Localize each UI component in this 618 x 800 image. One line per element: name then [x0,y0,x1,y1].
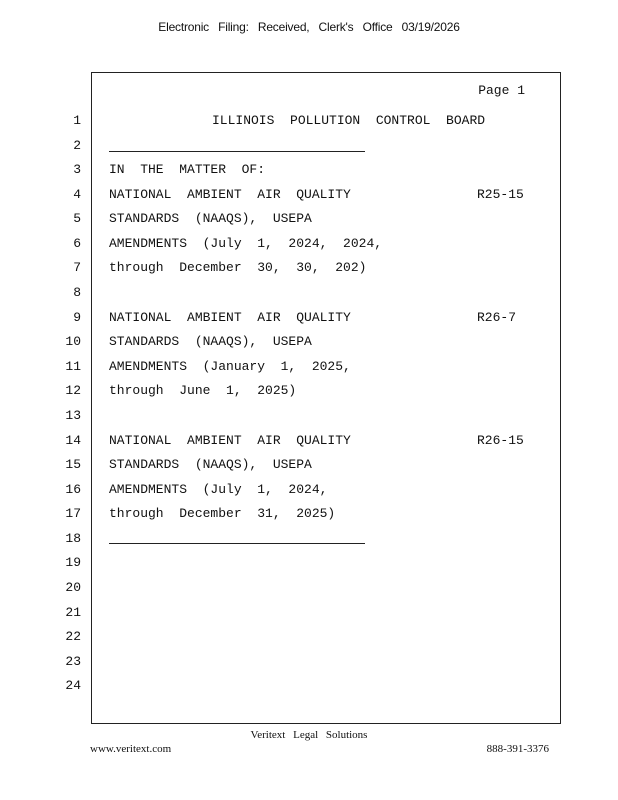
line-number: 18 [65,531,81,546]
docket-number: R26-7 [477,310,517,325]
line-number: 9 [73,310,81,325]
page-number: Page 1 [478,83,525,98]
line-text: IN THE MATTER OF: [109,162,266,177]
line-number: 10 [65,334,81,349]
line-number: 14 [65,433,81,448]
line-number: 13 [65,408,81,423]
line-text: through December 30, 30, 202) [109,260,367,275]
footer-website: www.veritext.com [90,743,172,755]
line-text: AMENDMENTS (July 1, 2024, [109,482,328,497]
line-number: 17 [65,506,81,521]
line-number: 6 [73,236,81,251]
line-text: STANDARDS (NAAQS), USEPA [109,211,312,226]
line-text: NATIONAL AMBIENT AIR QUALITY [109,433,351,448]
line-number: 21 [65,605,81,620]
line-number: 23 [65,654,81,669]
filing-stamp: Electronic Filing: Received, Clerk's Office 03/19/2026 [158,20,460,34]
line-text: AMENDMENTS (July 1, 2024, 2024, [109,236,383,251]
board-title: ILLINOIS POLLUTION CONTROL BOARD [212,113,486,128]
line-number: 2 [73,138,81,153]
line-number: 4 [73,187,81,202]
line-number: 12 [65,383,81,398]
line-number: 24 [65,678,81,693]
line-text: through December 31, 2025) [109,506,336,521]
line-number: 5 [73,211,81,226]
line-number: 22 [65,629,81,644]
separator-rule [109,543,365,544]
line-text: STANDARDS (NAAQS), USEPA [109,457,312,472]
line-text: AMENDMENTS (January 1, 2025, [109,359,351,374]
footer-company: Veritext Legal Solutions [250,729,368,741]
line-number: 20 [65,580,81,595]
footer-phone: 888-391-3376 [486,743,549,755]
line-text: NATIONAL AMBIENT AIR QUALITY [109,187,351,202]
docket-number: R26-15 [477,433,524,448]
line-number: 16 [65,482,81,497]
line-number: 7 [73,260,81,275]
separator-rule [109,151,365,152]
line-number: 11 [65,359,81,374]
line-text: STANDARDS (NAAQS), USEPA [109,334,312,349]
line-number: 19 [65,555,81,570]
line-text: NATIONAL AMBIENT AIR QUALITY [109,310,351,325]
line-number: 15 [65,457,81,472]
docket-number: R25-15 [477,187,524,202]
line-number: 1 [73,113,81,128]
line-number: 3 [73,162,81,177]
line-number: 8 [73,285,81,300]
line-text: through June 1, 2025) [109,383,297,398]
